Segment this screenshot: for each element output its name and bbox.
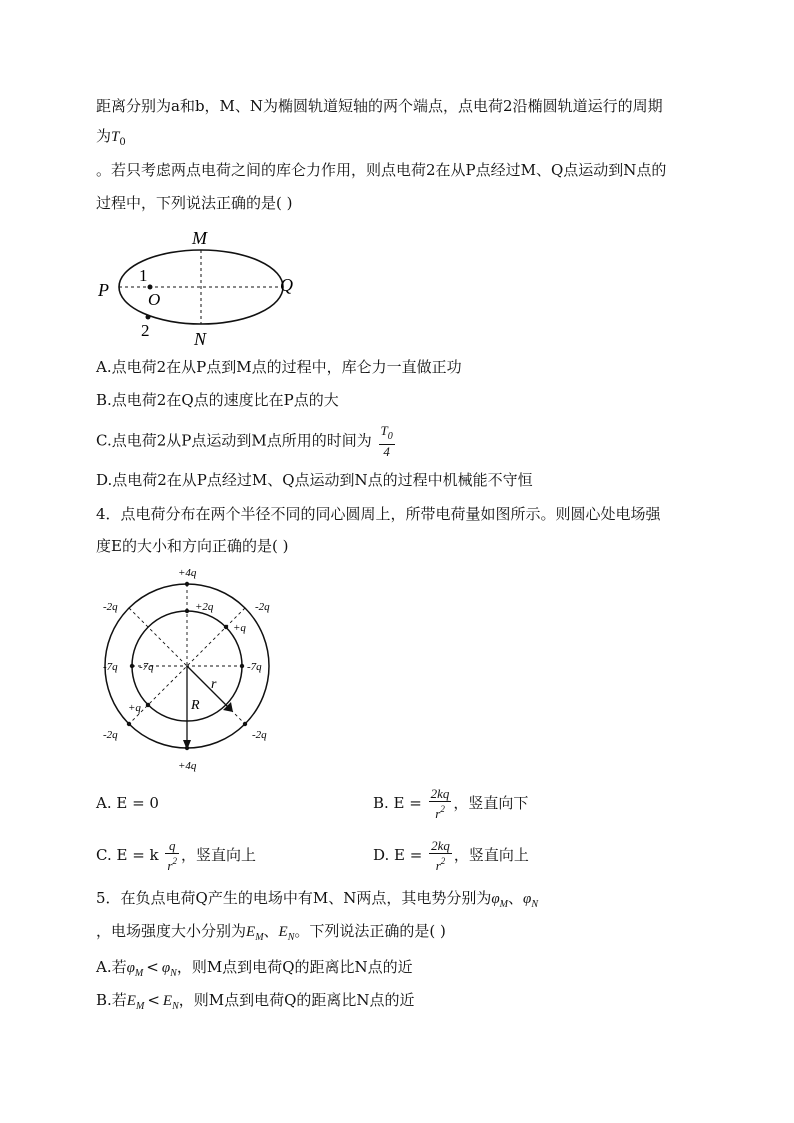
label-right-inner: -7q	[247, 661, 262, 673]
label-top-inner: +2q	[195, 601, 214, 613]
expr-right: φ	[161, 960, 171, 976]
label-O: O	[148, 290, 161, 309]
q5-option-b-suffix: ，则M点到电荷Q的距离比N点的近	[178, 991, 415, 1009]
phi-N-subscript: N	[531, 899, 538, 910]
q4-option-c-prefix: C. E = k	[96, 846, 159, 864]
q5-stem-text: 5．在负点电荷Q产生的电场中有M、N两点，其电势分别为	[96, 889, 492, 907]
q4-stem-line1: 4．点电荷分布在两个半径不同的同心圆周上，所带电荷量如图所示。则圆心处电场强	[96, 505, 661, 523]
label-lower-right-outer: -2q	[252, 729, 267, 741]
fraction-numerator: $T_0$	[379, 424, 395, 445]
q4-option-c-fraction	[165, 839, 179, 873]
label-M: M	[192, 228, 207, 248]
expr-left-sub: M	[135, 1001, 145, 1012]
E-N-symbol: E	[278, 924, 288, 940]
q3-option-d: D.点电荷2在从P点经过M、Q点运动到N点的过程中机械能不守恒	[96, 471, 533, 489]
label-lower-left-outer: -2q	[103, 729, 118, 741]
q5-option-b	[96, 990, 415, 1017]
charge-dot	[127, 722, 131, 726]
expr-left: φ	[126, 960, 135, 976]
q5-stem-line2-prefix: ，电场强度大小分别为	[96, 922, 247, 940]
label-N: N	[194, 329, 207, 349]
q4-option-b	[373, 785, 528, 821]
q3-option-c	[96, 424, 397, 459]
q3-intro-line3: 。若只考虑两点电荷之间的库仑力作用，则点电荷2在从P点经过M、Q点运动到N点的	[96, 161, 667, 179]
label-lower-left-inner: +q	[128, 702, 141, 714]
q5-stem-line1	[96, 888, 538, 915]
label-1: 1	[139, 266, 148, 285]
fraction-numerator: 2kq	[430, 786, 450, 801]
less-than: <	[147, 991, 160, 1009]
q3-option-b: B.点电荷2在Q点的速度比在P点的大	[96, 391, 339, 409]
expr-right-sub: N	[172, 1001, 179, 1012]
q4-stem-line2: 度E的大小和方向正确的是( )	[96, 537, 289, 555]
fraction-denominator: $r^2$	[167, 856, 177, 873]
charge-dot	[224, 625, 228, 629]
fraction-numerator: 2kq	[431, 838, 450, 853]
label-bottom-outer: +4q	[178, 760, 197, 772]
charge-dot	[130, 664, 134, 668]
q4-option-c	[96, 837, 256, 873]
expr-right-sub: N	[170, 968, 177, 979]
label-top-outer: +4q	[178, 567, 197, 579]
expr-left-sub: M	[134, 968, 144, 979]
label-left-inner: -7q	[139, 661, 154, 673]
q5-option-b-prefix: B.若	[96, 991, 127, 1009]
charge-2-dot	[146, 315, 151, 320]
label-P: P	[98, 280, 109, 300]
q4-option-d-suffix: ，竖直向上	[453, 846, 529, 864]
separator: 、	[507, 889, 523, 907]
q5-option-a-suffix: ，则M点到电荷Q的距离比N点的近	[176, 958, 413, 976]
q3-option-c-text: C.点电荷2从P点运动到M点所用的时间为	[96, 431, 372, 450]
label-2: 2	[141, 321, 150, 340]
phi-M-symbol: φ	[491, 891, 500, 907]
E-N-subscript: N	[287, 932, 295, 943]
q3-intro-line2	[96, 126, 126, 153]
ellipse-orbit-figure	[92, 222, 312, 350]
E-M-subscript: M	[255, 932, 264, 943]
period-symbol: T	[111, 129, 120, 145]
q4-option-d	[373, 837, 529, 873]
fraction-denominator: $r^2$	[435, 804, 445, 821]
q3-intro-line1: 距离分别为a和b，M、N为椭圆轨道短轴的两个端点，点电荷2沿椭圆轨道运行的周期	[96, 97, 663, 115]
fraction-denominator: 4	[383, 444, 390, 459]
expr-right: E	[162, 993, 173, 1009]
label-upper-right-inner: +q	[233, 622, 246, 634]
q4-option-b-fraction	[429, 787, 452, 821]
less-than: <	[146, 958, 159, 976]
label-R: R	[191, 698, 200, 713]
q4-option-b-suffix: ，竖直向下	[453, 794, 529, 812]
charge-dot	[146, 703, 150, 707]
charge-dot	[185, 609, 189, 613]
expr-left: E	[126, 993, 136, 1009]
charge-dot	[240, 664, 244, 668]
q5-stem-line2	[96, 921, 446, 948]
phi-N-symbol: φ	[523, 891, 532, 907]
fraction-numerator: q	[165, 839, 179, 854]
label-Q: Q	[280, 275, 293, 295]
concentric-charges-figure	[95, 560, 285, 775]
q5-option-a-prefix: A.若	[96, 958, 127, 976]
q4-option-c-suffix: ，竖直向上	[180, 846, 256, 864]
label-left-outer: -7q	[103, 661, 118, 673]
charge-1-dot	[148, 285, 153, 290]
label-upper-left-outer: -2q	[103, 601, 118, 613]
q3-option-a: A.点电荷2在从P点到M点的过程中，库仑力一直做正功	[96, 358, 462, 376]
label-upper-right-outer: -2q	[255, 601, 270, 613]
q3-intro-line4: 过程中，下列说法正确的是( )	[96, 194, 293, 212]
E-M-symbol: E	[246, 924, 256, 940]
q5-option-a	[96, 957, 413, 984]
q4-option-b-prefix: B. E =	[373, 794, 422, 812]
q4-option-d-fraction	[429, 839, 452, 873]
charge-dot	[185, 582, 189, 586]
period-subscript: 0	[119, 137, 126, 148]
q4-option-d-prefix: D. E =	[373, 846, 423, 864]
separator: 、	[263, 922, 279, 940]
label-r: r	[211, 677, 217, 692]
phi-M-subscript: M	[499, 899, 508, 910]
q3-option-c-fraction	[379, 424, 395, 459]
q4-option-a: A. E = 0	[96, 794, 159, 812]
fraction-denominator: $r^2$	[435, 856, 446, 873]
charge-dot	[243, 722, 247, 726]
q3-intro-prefix: 为	[96, 127, 112, 145]
q5-stem-line2-suffix: 。下列说法正确的是( )	[294, 922, 446, 940]
